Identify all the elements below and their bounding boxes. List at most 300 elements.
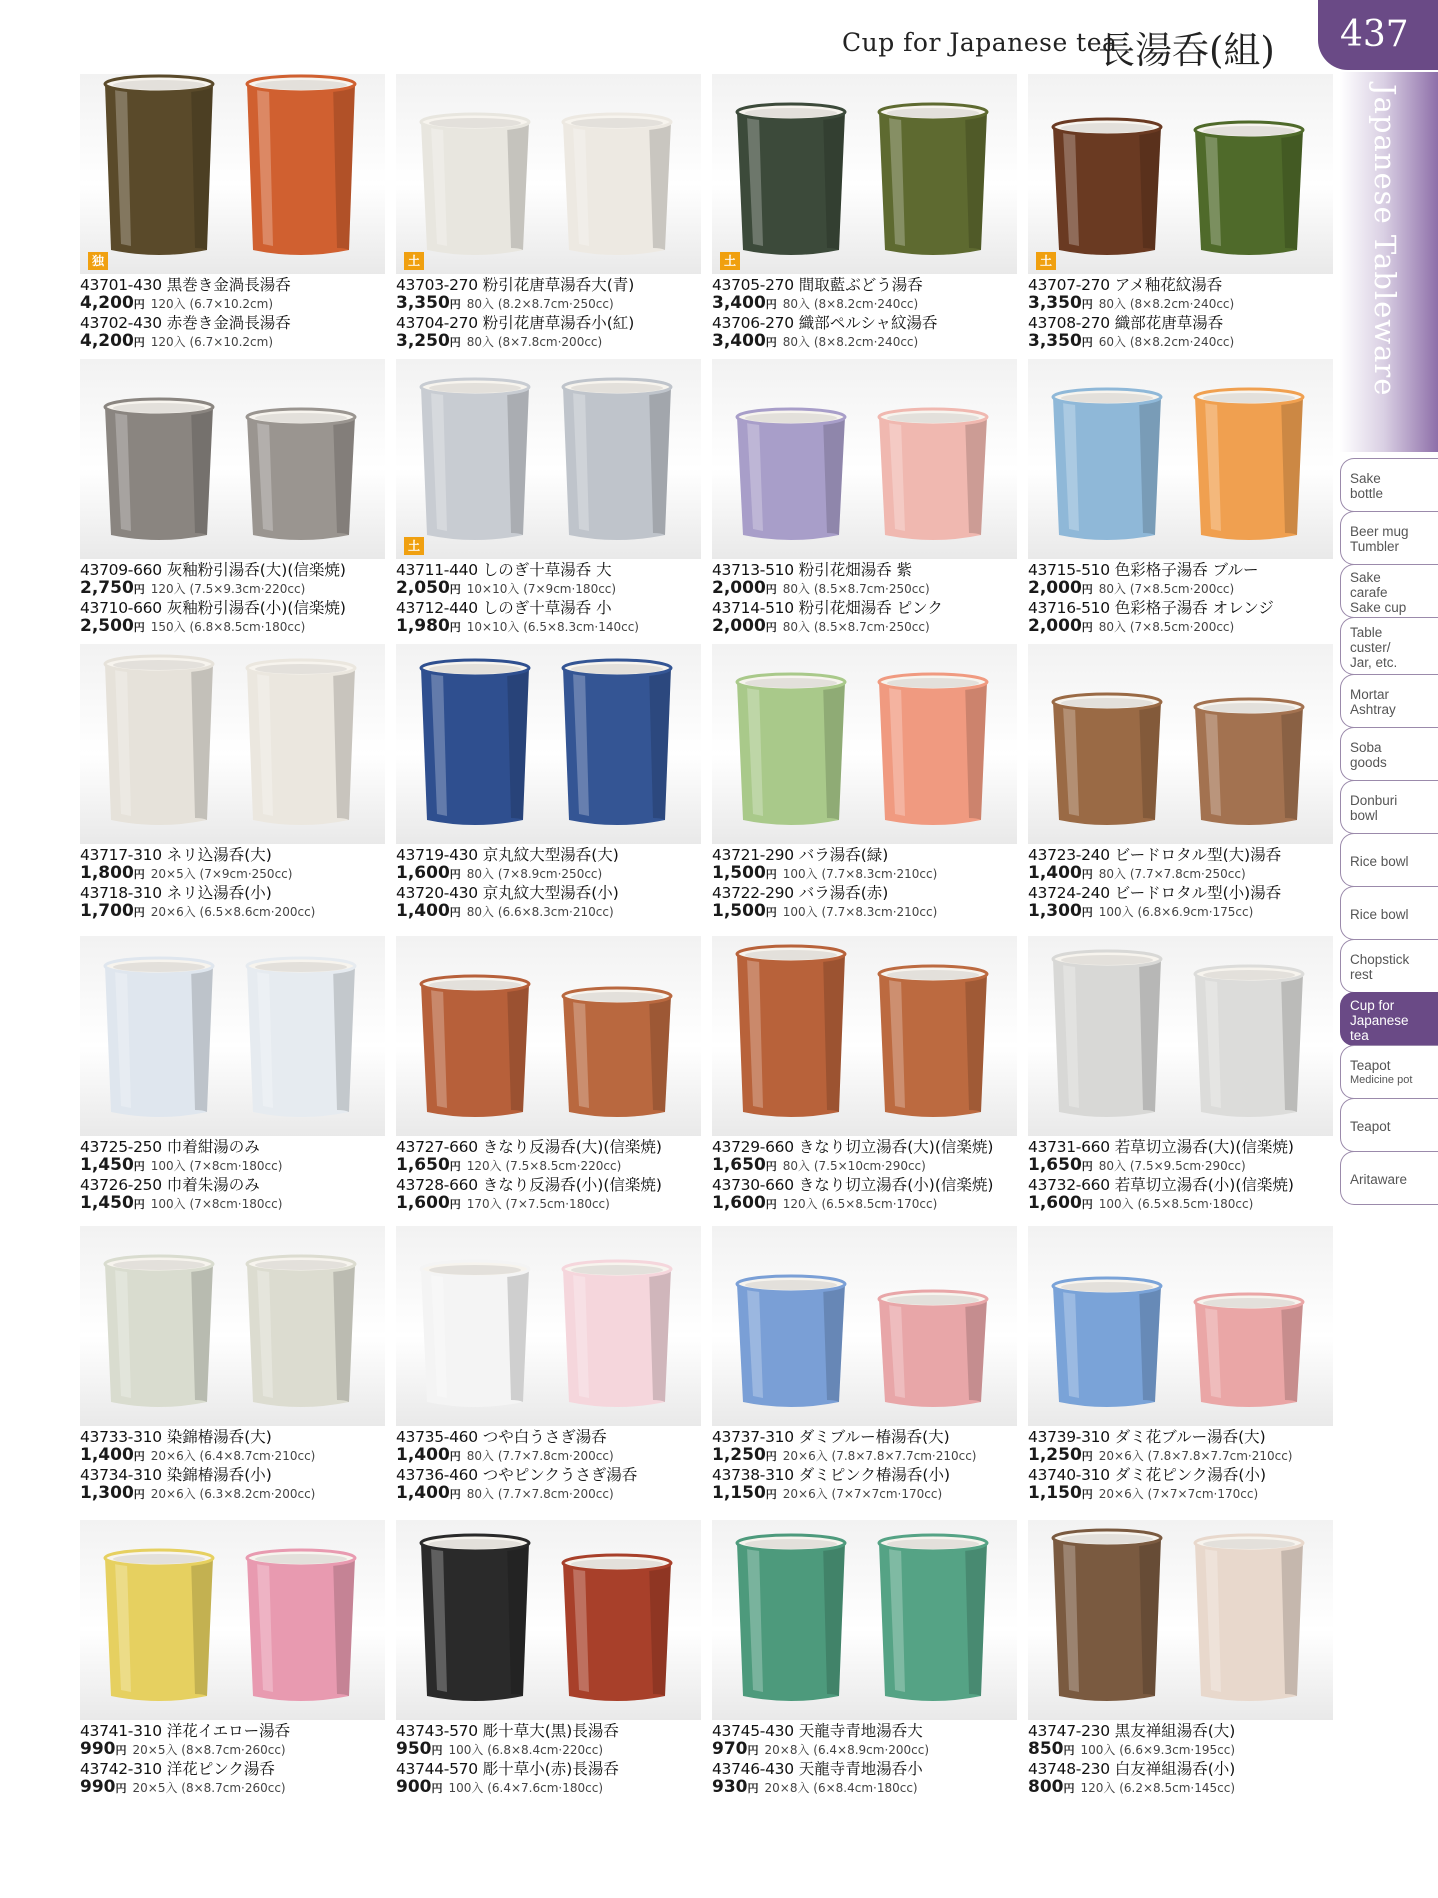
nav-item-12[interactable]: [1340, 1098, 1438, 1152]
product-title-line: [80, 1428, 400, 1446]
product-name: 織部ペルシャ紋湯呑: [798, 314, 938, 332]
teacup-right: [872, 102, 994, 260]
product-name: 天龍寺青地湯呑大: [798, 1722, 923, 1740]
product-spec: 100入 (7.7×8.3cm·210cc): [782, 905, 938, 919]
product-card[interactable]: [396, 936, 701, 1216]
product-info: [396, 276, 716, 352]
product-name: 白友禅組湯呑(小): [1114, 1760, 1236, 1778]
product-photo: [396, 936, 701, 1136]
product-name: しのぎ十草湯呑 小: [482, 599, 612, 617]
teacup-left: [730, 407, 852, 545]
product-code: 43728-660: [396, 1176, 478, 1194]
yen-unit: 円: [1081, 906, 1093, 919]
nav-item-label: Medicine pot: [1350, 1074, 1413, 1086]
yen-unit: 円: [133, 583, 145, 596]
product-name: ダミ花ピンク湯呑(小): [1114, 1466, 1267, 1484]
product-title-line: [712, 1722, 1032, 1740]
product-spec: 150入 (6.8×8.5cm·180cc): [150, 620, 306, 634]
product-code: 43726-250: [80, 1176, 162, 1194]
nav-item-13[interactable]: [1340, 1151, 1438, 1205]
product-price: 2,000: [712, 578, 766, 598]
product-code: 43725-250: [80, 1138, 162, 1156]
product-card[interactable]: [1028, 1226, 1333, 1506]
product-info: [712, 1722, 1032, 1798]
nav-item-1[interactable]: [1340, 511, 1438, 565]
teacup-right: [556, 1553, 678, 1706]
nav-item-9[interactable]: [1340, 939, 1438, 993]
product-card[interactable]: [712, 1520, 1017, 1800]
product-price-line: [396, 617, 716, 637]
product-title-line: [396, 599, 716, 617]
product-spec: 20×6入 (6.4×8.7cm·210cc): [150, 1449, 316, 1463]
product-title-line: [1028, 1760, 1348, 1778]
product-name: ダミピンク椿湯呑(小): [798, 1466, 951, 1484]
product-spec: 100入 (7×8cm·180cc): [150, 1159, 283, 1173]
product-spec: 20×6入 (7×7×7cm·170cc): [782, 1487, 943, 1501]
product-title-line: [80, 599, 400, 617]
product-price-line: [396, 1446, 716, 1466]
product-card[interactable]: [712, 1226, 1017, 1506]
nav-item-7[interactable]: [1340, 833, 1438, 887]
product-spec: 80入 (7.7×7.8cm·200cc): [466, 1487, 614, 1501]
product-spec: 100入 (7×8cm·180cc): [150, 1197, 283, 1211]
yen-unit: 円: [449, 621, 461, 634]
product-code: 43705-270: [712, 276, 794, 294]
product-code: 43721-290: [712, 846, 794, 864]
product-spec: 20×5入 (8×8.7cm·260cc): [132, 1743, 286, 1757]
product-card[interactable]: [396, 74, 701, 354]
product-price-line: [80, 1740, 400, 1760]
product-price-line: [80, 1446, 400, 1466]
product-code: 43723-240: [1028, 846, 1110, 864]
yen-unit: 円: [449, 1488, 461, 1501]
product-price: 1,450: [80, 1155, 134, 1175]
product-price-line: [80, 579, 400, 599]
product-title-line: [396, 884, 716, 902]
product-card[interactable]: [80, 74, 385, 354]
product-code: 43724-240: [1028, 884, 1110, 902]
product-title-line: [80, 846, 400, 864]
product-name: 京丸紋大型湯呑(大): [482, 846, 619, 864]
yen-unit: 円: [449, 336, 461, 349]
yen-unit: 円: [1081, 868, 1093, 881]
product-spec: 80入 (8×8.2cm·240cc): [782, 335, 919, 349]
product-card[interactable]: [396, 1520, 701, 1800]
product-spec: 80入 (7.7×7.8cm·200cc): [466, 1449, 614, 1463]
product-code: 43727-660: [396, 1138, 478, 1156]
product-photo: [1028, 644, 1333, 844]
product-price: 1,600: [396, 1193, 450, 1213]
product-title-line: [80, 561, 400, 579]
product-price-line: [396, 1484, 716, 1504]
product-spec: 20×6入 (6.3×8.2cm·200cc): [150, 1487, 316, 1501]
product-price: 3,350: [396, 293, 450, 313]
product-code: 43707-270: [1028, 276, 1110, 294]
product-card[interactable]: [1028, 1520, 1333, 1800]
product-price: 1,600: [712, 1193, 766, 1213]
product-card[interactable]: [1028, 359, 1333, 639]
product-card[interactable]: [712, 74, 1017, 354]
nav-item-11[interactable]: [1340, 1045, 1438, 1099]
product-card[interactable]: [712, 359, 1017, 639]
product-card[interactable]: [80, 936, 385, 1216]
product-code: 43714-510: [712, 599, 794, 617]
product-price: 2,050: [396, 578, 450, 598]
product-title-line: [396, 1760, 716, 1778]
product-card[interactable]: [1028, 644, 1333, 924]
teacup-left: [1046, 117, 1168, 260]
teacup-left: [1046, 692, 1168, 830]
product-card[interactable]: [1028, 936, 1333, 1216]
product-name: 天龍寺青地湯呑小: [798, 1760, 923, 1778]
product-name: きなり反湯呑(小)(信楽焼): [482, 1176, 662, 1194]
product-card[interactable]: [80, 1226, 385, 1506]
teacup-right: [1188, 964, 1310, 1122]
product-price-line: [1028, 1194, 1348, 1214]
yen-unit: 円: [449, 583, 461, 596]
yen-unit: 円: [765, 583, 777, 596]
product-title-line: [1028, 1176, 1348, 1194]
product-code: 43706-270: [712, 314, 794, 332]
product-name: 洋花イエロー湯呑: [166, 1722, 291, 1740]
product-price-line: [712, 1484, 1032, 1504]
teacup-right: [240, 74, 362, 260]
product-title-line: [712, 276, 1032, 294]
yen-unit: 円: [765, 1488, 777, 1501]
product-price: 1,650: [1028, 1155, 1082, 1175]
product-price-line: [712, 617, 1032, 637]
teacup-right: [872, 1533, 994, 1706]
product-spec: 20×5入 (7×9cm·250cc): [150, 867, 293, 881]
product-name: ダミブルー椿湯呑(大): [798, 1428, 950, 1446]
teacup-left: [414, 377, 536, 545]
product-title-line: [712, 1428, 1032, 1446]
product-name: 色彩格子湯呑 オレンジ: [1114, 599, 1274, 617]
product-spec: 80入 (7×8.9cm·250cc): [466, 867, 603, 881]
teacup-left: [730, 672, 852, 830]
product-price: 990: [80, 1777, 116, 1797]
product-title-line: [1028, 1138, 1348, 1156]
product-title-line: [712, 314, 1032, 332]
yen-unit: 円: [765, 621, 777, 634]
nav-item-label: Beer mug: [1350, 524, 1409, 539]
product-price-line: [396, 1194, 716, 1214]
nav-item-label: custer/: [1350, 639, 1391, 655]
product-spec: 20×6入 (6.5×8.6cm·200cc): [150, 905, 316, 919]
product-code: 43702-430: [80, 314, 162, 332]
teacup-right: [872, 407, 994, 545]
product-photo: [1028, 1520, 1333, 1720]
product-name: 彫十草大(黒)長湯呑: [482, 1722, 619, 1740]
product-code: 43731-660: [1028, 1138, 1110, 1156]
product-price-line: [80, 1156, 400, 1176]
product-price-line: [1028, 1740, 1348, 1760]
product-code: 43701-430: [80, 276, 162, 294]
product-price: 900: [396, 1777, 432, 1797]
product-title-line: [712, 884, 1032, 902]
product-title-line: [80, 1138, 400, 1156]
yen-unit: 円: [765, 1160, 777, 1173]
product-title-line: [1028, 276, 1348, 294]
nav-item-label: Rice bowl: [1350, 906, 1409, 922]
product-spec: 80入 (7.5×10cm·290cc): [782, 1159, 926, 1173]
product-title-line: [712, 561, 1032, 579]
product-spec: 120入 (7.5×8.5cm·220cc): [466, 1159, 622, 1173]
product-price-line: [712, 1740, 1032, 1760]
product-code: 43720-430: [396, 884, 478, 902]
product-title-line: [396, 1466, 716, 1484]
yen-unit: 円: [449, 1450, 461, 1463]
teacup-left: [98, 74, 220, 260]
nav-item-label: Ashtray: [1350, 702, 1396, 717]
product-code: 43703-270: [396, 276, 478, 294]
product-price: 4,200: [80, 331, 134, 351]
teacup-left: [1046, 387, 1168, 545]
teacup-right: [240, 1548, 362, 1706]
product-info: [1028, 1722, 1348, 1798]
product-card[interactable]: [396, 644, 701, 924]
product-badge: 土: [404, 537, 424, 555]
product-price-line: [396, 579, 716, 599]
product-name: きなり反湯呑(大)(信楽焼): [482, 1138, 662, 1156]
product-price: 2,000: [1028, 616, 1082, 636]
product-spec: 80入 (6.6×8.3cm·210cc): [466, 905, 614, 919]
product-price-line: [712, 864, 1032, 884]
product-price: 1,400: [80, 1445, 134, 1465]
product-price: 1,600: [396, 863, 450, 883]
nav-item-0[interactable]: [1340, 458, 1438, 512]
product-name: バラ湯呑(赤): [798, 884, 889, 902]
product-card[interactable]: [80, 359, 385, 639]
product-info: [396, 1428, 716, 1504]
product-title-line: [396, 1138, 716, 1156]
teacup-left: [730, 944, 852, 1122]
product-price-line: [80, 864, 400, 884]
product-name: 灰釉粉引湯呑(小)(信楽焼): [166, 599, 346, 617]
product-title-line: [712, 846, 1032, 864]
nav-item-8[interactable]: [1340, 886, 1438, 940]
nav-item-label: Japanese: [1350, 1012, 1409, 1028]
product-price: 2,750: [80, 578, 134, 598]
yen-unit: 円: [1081, 1160, 1093, 1173]
nav-item-10[interactable]: [1340, 992, 1438, 1046]
product-price: 3,350: [1028, 331, 1082, 351]
product-name: つやピンクうさぎ湯呑: [482, 1466, 638, 1484]
product-price: 1,150: [1028, 1483, 1082, 1503]
product-photo: [712, 74, 1017, 274]
product-price-line: [712, 579, 1032, 599]
product-card[interactable]: [80, 1520, 385, 1800]
product-photo: [396, 644, 701, 844]
product-info: [80, 1428, 400, 1504]
product-code: 43744-570: [396, 1760, 478, 1778]
product-spec: 80入 (8.5×8.7cm·250cc): [782, 582, 930, 596]
nav-item-label: bowl: [1350, 808, 1378, 823]
product-price-line: [712, 294, 1032, 314]
teacup-right: [240, 1254, 362, 1412]
product-info: [712, 1138, 1032, 1214]
product-price: 1,650: [712, 1155, 766, 1175]
product-price: 1,700: [80, 901, 134, 921]
teacup-left: [1046, 949, 1168, 1122]
product-name: つや白うさぎ湯呑: [482, 1428, 607, 1446]
product-photo: [80, 936, 385, 1136]
product-code: 43743-570: [396, 1722, 478, 1740]
product-code: 43747-230: [1028, 1722, 1110, 1740]
teacup-right: [240, 407, 362, 545]
nav-item-label: rest: [1350, 967, 1373, 982]
nav-item-3[interactable]: [1340, 617, 1438, 675]
product-info: [80, 1138, 400, 1214]
teacup-left: [730, 1533, 852, 1706]
teacup-right: [556, 1259, 678, 1412]
yen-unit: 円: [133, 298, 145, 311]
product-info: [1028, 1428, 1348, 1504]
product-name: 灰釉粉引湯呑(大)(信楽焼): [166, 561, 346, 579]
product-spec: 100入 (6.8×6.9cm·175cc): [1098, 905, 1254, 919]
page-title-jp: 長湯呑(組): [1098, 29, 1275, 72]
product-spec: 10×10入 (6.5×8.3cm·140cc): [466, 620, 639, 634]
product-title-line: [712, 599, 1032, 617]
product-title-line: [712, 1466, 1032, 1484]
teacup-right: [1188, 1292, 1310, 1412]
teacup-left: [414, 974, 536, 1122]
product-spec: 20×6入 (7×7×7cm·170cc): [1098, 1487, 1259, 1501]
product-code: 43741-310: [80, 1722, 162, 1740]
product-price: 850: [1028, 1739, 1064, 1759]
teacup-left: [414, 1533, 536, 1706]
product-price: 990: [80, 1739, 116, 1759]
teacup-left: [98, 1548, 220, 1706]
product-info: [80, 1722, 400, 1798]
product-photo: [80, 359, 385, 559]
product-name: 間取藍ぶどう湯呑: [798, 276, 923, 294]
yen-unit: 円: [747, 1744, 759, 1757]
yen-unit: 円: [449, 1198, 461, 1211]
yen-unit: 円: [765, 1450, 777, 1463]
product-card[interactable]: [396, 1226, 701, 1506]
product-code: 43742-310: [80, 1760, 162, 1778]
product-spec: 100入 (6.8×8.4cm·220cc): [448, 1743, 604, 1757]
product-spec: 20×8入 (6×8.4cm·180cc): [764, 1781, 918, 1795]
product-info: [1028, 276, 1348, 352]
teacup-right: [872, 672, 994, 830]
page-title-en: Cup for Japanese tea: [842, 28, 1118, 57]
product-title-line: [396, 846, 716, 864]
product-name: ダミ花ブルー湯呑(大): [1114, 1428, 1266, 1446]
product-name: 色彩格子湯呑 ブルー: [1114, 561, 1259, 579]
teacup-left: [98, 654, 220, 830]
product-spec: 80入 (7×8.5cm·200cc): [1098, 582, 1235, 596]
product-title-line: [396, 314, 716, 332]
teacup-left: [98, 956, 220, 1122]
product-badge: 土: [1036, 252, 1056, 270]
yen-unit: 円: [133, 906, 145, 919]
product-price-line: [80, 332, 400, 352]
product-info: [1028, 1138, 1348, 1214]
product-info: [80, 561, 400, 637]
yen-unit: 円: [765, 906, 777, 919]
nav-item-label: Sake: [1350, 569, 1381, 585]
product-spec: 10×10入 (7×9cm·180cc): [466, 582, 617, 596]
product-code: 43733-310: [80, 1428, 162, 1446]
category-nav: [1340, 458, 1438, 1204]
product-photo: [396, 74, 701, 274]
nav-item-label: Sake cup: [1350, 599, 1407, 615]
page-header: [0, 0, 1438, 70]
yen-unit: 円: [1063, 1744, 1075, 1757]
section-side-title: [1340, 72, 1438, 452]
product-title-line: [80, 276, 400, 294]
product-price-line: [1028, 1484, 1348, 1504]
product-photo: [712, 1226, 1017, 1426]
product-info: [396, 561, 716, 637]
product-name: ビードロタル型(大)湯呑: [1114, 846, 1282, 864]
product-photo: [1028, 1226, 1333, 1426]
product-price: 1,150: [712, 1483, 766, 1503]
product-name: ビードロタル型(小)湯呑: [1114, 884, 1282, 902]
product-name: 若草切立湯呑(大)(信楽焼): [1114, 1138, 1294, 1156]
product-price-line: [712, 1778, 1032, 1798]
product-photo: [396, 1520, 701, 1720]
product-name: 黒巻き金渦長湯呑: [166, 276, 291, 294]
product-card[interactable]: [396, 359, 701, 639]
product-name: アメ釉花紋湯呑: [1114, 276, 1223, 294]
product-price-line: [1028, 294, 1348, 314]
product-price-line: [396, 1740, 716, 1760]
product-price: 1,800: [80, 863, 134, 883]
product-spec: 20×5入 (8×8.7cm·260cc): [132, 1781, 286, 1795]
product-price: 3,250: [396, 331, 450, 351]
product-info: [396, 1722, 716, 1798]
product-card[interactable]: [712, 936, 1017, 1216]
yen-unit: 円: [1081, 1450, 1093, 1463]
product-price: 1,650: [396, 1155, 450, 1175]
product-price: 3,400: [712, 331, 766, 351]
nav-item-label: Tumbler: [1350, 539, 1400, 554]
page-number: 437: [1340, 14, 1409, 55]
product-price: 950: [396, 1739, 432, 1759]
product-price: 1,500: [712, 901, 766, 921]
nav-item-4[interactable]: [1340, 674, 1438, 728]
product-code: 43730-660: [712, 1176, 794, 1194]
product-price-line: [1028, 1156, 1348, 1176]
nav-item-label: Soba: [1350, 740, 1382, 755]
product-price-line: [1028, 1446, 1348, 1466]
product-code: 43734-310: [80, 1466, 162, 1484]
product-price: 2,000: [1028, 578, 1082, 598]
section-title: Japanese Tableware: [1368, 84, 1402, 397]
product-card[interactable]: [80, 644, 385, 924]
product-title-line: [712, 1176, 1032, 1194]
product-name: 染錦椿湯呑(小): [166, 1466, 272, 1484]
product-price: 1,250: [712, 1445, 766, 1465]
yen-unit: 円: [1081, 1488, 1093, 1501]
product-title-line: [1028, 1466, 1348, 1484]
product-spec: 20×6入 (7.8×7.8×7.7cm·210cc): [1098, 1449, 1293, 1463]
nav-item-5[interactable]: [1340, 727, 1438, 781]
product-card[interactable]: [712, 644, 1017, 924]
product-price-line: [80, 902, 400, 922]
nav-item-6[interactable]: [1340, 780, 1438, 834]
nav-item-label: Donburi: [1350, 793, 1398, 808]
nav-item-2[interactable]: [1340, 564, 1438, 618]
yen-unit: 円: [765, 298, 777, 311]
product-card[interactable]: [1028, 74, 1333, 354]
product-spec: 120入 (6.7×10.2cm): [150, 297, 274, 311]
product-code: 43740-310: [1028, 1466, 1110, 1484]
yen-unit: 円: [449, 1160, 461, 1173]
